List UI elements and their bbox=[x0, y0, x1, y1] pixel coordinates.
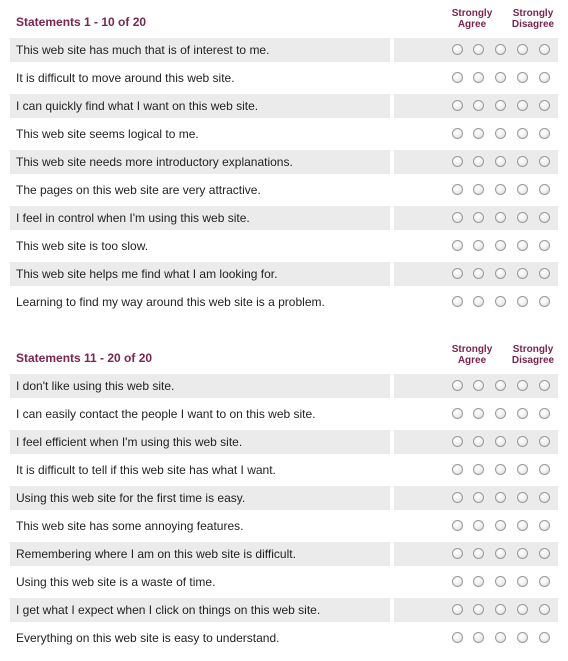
rating-radio-3[interactable] bbox=[495, 72, 506, 83]
rating-options bbox=[394, 374, 558, 398]
statement-row bbox=[10, 36, 558, 64]
statement-row bbox=[10, 400, 558, 428]
statement-row bbox=[10, 596, 558, 624]
rating-radio-3[interactable] bbox=[495, 548, 506, 559]
rating-radio-2[interactable] bbox=[473, 632, 484, 643]
rating-radio-4[interactable] bbox=[517, 520, 528, 531]
rating-options bbox=[394, 598, 558, 622]
section-title: Statements 1 - 10 of 20 bbox=[16, 15, 147, 29]
rating-radio-2[interactable] bbox=[473, 548, 484, 559]
rating-radio-3[interactable] bbox=[495, 576, 506, 587]
statement-row bbox=[10, 232, 558, 260]
statement-row bbox=[10, 92, 558, 120]
rating-options bbox=[394, 206, 558, 230]
statement-row bbox=[10, 456, 558, 484]
statement-text: Learning to find my way around this web site is a problem. bbox=[16, 295, 325, 309]
rating-options bbox=[394, 234, 558, 258]
rating-radio-3[interactable] bbox=[495, 604, 506, 615]
statement-text: I feel efficient when I'm using this web site. bbox=[10, 430, 390, 454]
rating-radio-2[interactable] bbox=[473, 296, 484, 307]
rating-radio-4[interactable] bbox=[517, 548, 528, 559]
rating-options bbox=[394, 402, 558, 426]
rating-radio-1[interactable] bbox=[452, 632, 463, 643]
scale-label-strongly-agree: Strongly Agree bbox=[451, 344, 493, 366]
rating-radio-2[interactable] bbox=[473, 436, 484, 447]
statement-text: I can easily contact the people I want to on this web site. bbox=[16, 407, 316, 421]
rating-radio-4[interactable] bbox=[517, 184, 528, 195]
statements-section-2 bbox=[10, 336, 558, 652]
rating-options bbox=[394, 626, 558, 650]
rating-radio-2[interactable] bbox=[473, 464, 484, 475]
rating-radio-5[interactable] bbox=[539, 184, 550, 195]
rating-radio-5[interactable] bbox=[539, 72, 550, 83]
rating-radio-2[interactable] bbox=[473, 72, 484, 83]
statement-text: It is difficult to move around this web site. bbox=[16, 71, 235, 85]
rating-radio-5[interactable] bbox=[539, 492, 550, 503]
statement-text: I don't like using this web site. bbox=[10, 374, 390, 398]
statement-text: Everything on this web site is easy to understand. bbox=[16, 631, 280, 645]
rating-options bbox=[394, 122, 558, 146]
statement-row bbox=[10, 288, 558, 316]
rating-radio-3[interactable] bbox=[495, 240, 506, 251]
statement-row bbox=[10, 120, 558, 148]
rating-radio-4[interactable] bbox=[517, 380, 528, 391]
rating-radio-4[interactable] bbox=[517, 240, 528, 251]
rating-radio-1[interactable] bbox=[452, 520, 463, 531]
rating-radio-4[interactable] bbox=[517, 576, 528, 587]
rating-radio-4[interactable] bbox=[517, 72, 528, 83]
rating-radio-5[interactable] bbox=[539, 520, 550, 531]
rating-radio-4[interactable] bbox=[517, 100, 528, 111]
statement-text: This web site helps me find what I am looking for. bbox=[10, 262, 390, 286]
statement-row bbox=[10, 64, 558, 92]
statement-row bbox=[10, 484, 558, 512]
rating-radio-1[interactable] bbox=[452, 100, 463, 111]
rating-options bbox=[394, 514, 558, 538]
statement-text: The pages on this web site are very attractive. bbox=[16, 183, 261, 197]
rating-radio-3[interactable] bbox=[495, 100, 506, 111]
rating-radio-3[interactable] bbox=[495, 492, 506, 503]
rating-radio-1[interactable] bbox=[452, 492, 463, 503]
rating-radio-3[interactable] bbox=[495, 184, 506, 195]
rating-radio-3[interactable] bbox=[495, 520, 506, 531]
rating-radio-5[interactable] bbox=[539, 128, 550, 139]
rating-radio-2[interactable] bbox=[473, 184, 484, 195]
rating-radio-1[interactable] bbox=[452, 72, 463, 83]
rating-options bbox=[394, 486, 558, 510]
rating-options bbox=[394, 66, 558, 90]
rating-radio-2[interactable] bbox=[473, 128, 484, 139]
statement-text: Remembering where I am on this web site is difficult. bbox=[10, 542, 390, 566]
statement-text: It is difficult to tell if this web site has what I want. bbox=[16, 463, 276, 477]
rating-radio-1[interactable] bbox=[452, 156, 463, 167]
rating-radio-3[interactable] bbox=[495, 128, 506, 139]
section-header bbox=[10, 336, 558, 372]
rating-radio-3[interactable] bbox=[495, 436, 506, 447]
rating-radio-2[interactable] bbox=[473, 604, 484, 615]
statement-row bbox=[10, 260, 558, 288]
rating-radio-4[interactable] bbox=[517, 408, 528, 419]
rating-radio-5[interactable] bbox=[539, 100, 550, 111]
section-header bbox=[10, 0, 558, 36]
rating-options bbox=[394, 38, 558, 62]
statement-text: This web site has some annoying features. bbox=[16, 519, 244, 533]
rating-radio-5[interactable] bbox=[539, 632, 550, 643]
scale-label-strongly-disagree: Strongly Disagree bbox=[511, 344, 555, 366]
rating-radio-3[interactable] bbox=[495, 268, 506, 279]
rating-radio-3[interactable] bbox=[495, 632, 506, 643]
rating-radio-4[interactable] bbox=[517, 296, 528, 307]
rating-radio-5[interactable] bbox=[539, 576, 550, 587]
rating-radio-4[interactable] bbox=[517, 604, 528, 615]
rating-radio-2[interactable] bbox=[473, 212, 484, 223]
rating-radio-1[interactable] bbox=[452, 268, 463, 279]
rating-radio-1[interactable] bbox=[452, 184, 463, 195]
statement-list bbox=[10, 36, 558, 316]
rating-radio-3[interactable] bbox=[495, 408, 506, 419]
rating-radio-1[interactable] bbox=[452, 44, 463, 55]
rating-radio-4[interactable] bbox=[517, 128, 528, 139]
rating-radio-3[interactable] bbox=[495, 380, 506, 391]
rating-radio-5[interactable] bbox=[539, 296, 550, 307]
statement-row bbox=[10, 428, 558, 456]
rating-radio-1[interactable] bbox=[452, 604, 463, 615]
rating-radio-3[interactable] bbox=[495, 44, 506, 55]
rating-radio-3[interactable] bbox=[495, 296, 506, 307]
rating-radio-4[interactable] bbox=[517, 268, 528, 279]
rating-options bbox=[394, 150, 558, 174]
rating-radio-2[interactable] bbox=[473, 268, 484, 279]
rating-radio-3[interactable] bbox=[495, 212, 506, 223]
rating-radio-2[interactable] bbox=[473, 380, 484, 391]
rating-radio-1[interactable] bbox=[452, 576, 463, 587]
statement-text: This web site needs more introductory explanations. bbox=[10, 150, 390, 174]
statement-row bbox=[10, 540, 558, 568]
rating-radio-1[interactable] bbox=[452, 240, 463, 251]
rating-radio-2[interactable] bbox=[473, 492, 484, 503]
rating-radio-1[interactable] bbox=[452, 212, 463, 223]
statement-text: This web site seems logical to me. bbox=[16, 127, 199, 141]
rating-radio-1[interactable] bbox=[452, 408, 463, 419]
rating-radio-2[interactable] bbox=[473, 100, 484, 111]
rating-radio-5[interactable] bbox=[539, 240, 550, 251]
statement-text: This web site is too slow. bbox=[16, 239, 149, 253]
statement-list bbox=[10, 372, 558, 652]
rating-radio-1[interactable] bbox=[452, 296, 463, 307]
statement-row bbox=[10, 568, 558, 596]
rating-radio-5[interactable] bbox=[539, 156, 550, 167]
statement-row bbox=[10, 624, 558, 652]
rating-radio-5[interactable] bbox=[539, 212, 550, 223]
statement-row bbox=[10, 372, 558, 400]
rating-radio-2[interactable] bbox=[473, 520, 484, 531]
statement-text: Using this web site is a waste of time. bbox=[16, 575, 216, 589]
rating-radio-5[interactable] bbox=[539, 548, 550, 559]
rating-radio-3[interactable] bbox=[495, 464, 506, 475]
rating-options bbox=[394, 178, 558, 202]
statement-row bbox=[10, 512, 558, 540]
rating-options bbox=[394, 94, 558, 118]
rating-radio-5[interactable] bbox=[539, 44, 550, 55]
rating-radio-2[interactable] bbox=[473, 240, 484, 251]
statement-text: Using this web site for the first time is easy. bbox=[10, 486, 390, 510]
rating-radio-4[interactable] bbox=[517, 632, 528, 643]
rating-radio-1[interactable] bbox=[452, 380, 463, 391]
statement-row bbox=[10, 204, 558, 232]
rating-options bbox=[394, 570, 558, 594]
rating-radio-2[interactable] bbox=[473, 408, 484, 419]
rating-radio-1[interactable] bbox=[452, 464, 463, 475]
statement-row bbox=[10, 176, 558, 204]
statement-text: I feel in control when I'm using this web site. bbox=[10, 206, 390, 230]
rating-radio-1[interactable] bbox=[452, 128, 463, 139]
rating-radio-1[interactable] bbox=[452, 436, 463, 447]
section-title: Statements 11 - 20 of 20 bbox=[16, 351, 153, 365]
statement-text: I get what I expect when I click on things on this web site. bbox=[10, 598, 390, 622]
rating-radio-5[interactable] bbox=[539, 604, 550, 615]
rating-radio-3[interactable] bbox=[495, 156, 506, 167]
rating-options bbox=[394, 430, 558, 454]
statement-text: I can quickly find what I want on this web site. bbox=[10, 94, 390, 118]
rating-radio-4[interactable] bbox=[517, 44, 528, 55]
rating-radio-5[interactable] bbox=[539, 464, 550, 475]
rating-radio-2[interactable] bbox=[473, 44, 484, 55]
statement-row bbox=[10, 148, 558, 176]
rating-radio-2[interactable] bbox=[473, 156, 484, 167]
statement-text: This web site has much that is of interest to me. bbox=[10, 38, 390, 62]
rating-options bbox=[394, 542, 558, 566]
scale-label-strongly-disagree: Strongly Disagree bbox=[511, 8, 555, 30]
rating-options bbox=[394, 458, 558, 482]
rating-radio-1[interactable] bbox=[452, 548, 463, 559]
rating-radio-5[interactable] bbox=[539, 380, 550, 391]
rating-radio-5[interactable] bbox=[539, 408, 550, 419]
rating-radio-4[interactable] bbox=[517, 436, 528, 447]
rating-radio-2[interactable] bbox=[473, 576, 484, 587]
rating-radio-4[interactable] bbox=[517, 156, 528, 167]
statements-section-1 bbox=[10, 0, 558, 316]
rating-options bbox=[394, 262, 558, 286]
rating-radio-4[interactable] bbox=[517, 492, 528, 503]
rating-radio-4[interactable] bbox=[517, 464, 528, 475]
rating-radio-5[interactable] bbox=[539, 268, 550, 279]
scale-label-strongly-agree: Strongly Agree bbox=[451, 8, 493, 30]
rating-radio-5[interactable] bbox=[539, 436, 550, 447]
rating-options bbox=[394, 290, 558, 314]
rating-radio-4[interactable] bbox=[517, 212, 528, 223]
